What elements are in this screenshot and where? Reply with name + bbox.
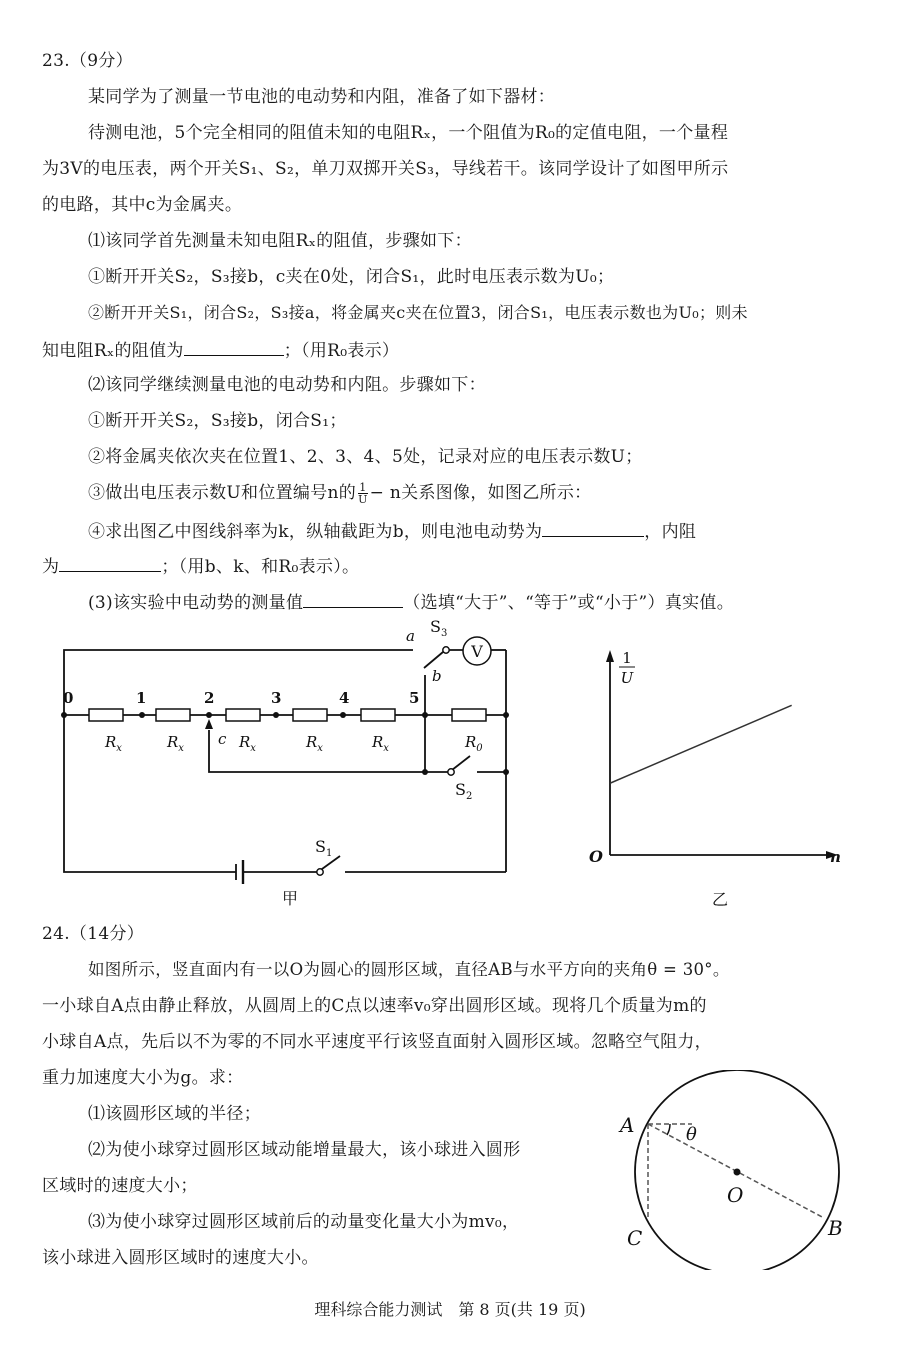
q23-part1-step2: ②断开开关S₁，闭合S₂，S₃接a，将金属夹c夹在位置3，闭合S₁，电压表示数也为U₀；则未 [88,303,748,322]
q24-para-2: 一小球自A点由静止释放，从圆周上的C点以速率v₀穿出圆形区域。现将几个质量为m的 [42,996,707,1016]
node-label-2: 2 [204,689,215,707]
center-point [734,1169,741,1176]
switch-s1-pivot [317,869,323,875]
label-c: C [627,1226,643,1250]
q24-question-2: ⑵为使小球穿过圆形区域动能增量最大，该小球进入圆形 [88,1140,521,1160]
q23-header: 23.（9分） [42,51,133,71]
q23-part1-step2-cont-pre: 知电阻Rₓ的阻值为 [42,341,184,361]
q24-question-3: ⑶为使小球穿过圆形区域前后的动量变化量大小为mv₀， [88,1212,520,1232]
y-axis-label-numerator: 1 [622,649,632,667]
figure-caption-yi: 乙 [711,890,729,909]
node-label-5: 5 [409,689,420,707]
q23-part3-post: （选填“大于”、“等于”或“小于”）真实值。 [403,593,735,613]
q24-question-1: ⑴该圆形区域的半径； [88,1104,261,1124]
q23-part2-step1: ①断开开关S₂，S₃接b，闭合S₁； [88,411,347,431]
resistor-rx-1 [89,709,123,721]
y-axis-label-denominator: U [620,669,634,687]
q23-part1-step2-cont-post: ；（用R₀表示） [283,341,400,361]
node-right [503,712,509,718]
node-0 [61,712,67,718]
switch-label-s1: $S_1$ [315,837,333,859]
q23-part2-step4-pre: ④求出图乙中图线斜率为k，纵轴截距为b，则电池电动势为 [88,522,543,542]
q23-part2-step4-mid: ，内阻 [644,522,697,542]
q23-intro: 某同学为了测量一节电池的电动势和内阻，准备了如下器材： [88,87,556,107]
node-1 [139,712,145,718]
node-4 [340,712,346,718]
terminal-label-a: a [406,627,415,645]
node-label-1: 1 [136,689,147,707]
node-5 [422,712,428,718]
q23-part2-step2: ②将金属夹依次夹在位置1、2、3、4、5处，记录对应的电压表示数U； [88,447,643,467]
resistor-rx-3 [226,709,260,721]
q24-para-4: 重力加速度大小为g。求： [42,1068,244,1088]
switch-label-s2: $S_2$ [455,780,473,802]
node-2 [206,712,212,718]
resistor-label-rx-5: $R_x$ [372,733,389,754]
q24-question-3-cont: 该小球进入圆形区域时的速度大小。 [42,1248,319,1268]
resistor-label-rx-1: $R_x$ [105,733,122,754]
q23-part2-step3-pre: ③做出电压表示数U和位置编号n的 [88,483,357,503]
node-label-0: 0 [63,689,74,707]
data-line-1-over-u-vs-n [610,705,792,783]
voltmeter-label: V [471,642,483,661]
clip-label-c: c [218,730,227,748]
label-a: A [620,1113,635,1137]
terminal-label-b: b [432,667,442,685]
clip-arrow-icon [205,719,213,729]
node-lower-left [422,769,428,775]
switch-s3-blade [424,652,443,668]
fraction-numerator: 1 [359,481,367,494]
q23-materials-2: 为3V的电压表，两个开关S₁、S₂，单刀双掷开关S₃，导线若干。该同学设计了如图甲所示 [42,159,729,179]
label-theta: θ [686,1124,697,1145]
x-axis-label: n [830,848,841,866]
resistor-rx-5 [361,709,395,721]
switch-s2-pivot [448,769,454,775]
resistor-r0 [452,709,486,721]
circuit-diagram-jia [0,0,560,920]
resistor-rx-4 [293,709,327,721]
q24-para-1: 如图所示，竖直面内有一以O为圆心的圆形区域，直径AB与水平方向的夹角θ = 30°。 [88,960,730,979]
origin-label: O [589,847,603,866]
q23-part2-title: ⑵该同学继续测量电池的电动势和内阻。步骤如下： [88,375,486,395]
circle-diagram [610,1070,870,1270]
resistor-label-rx-2: $R_x$ [167,733,184,754]
q23-part1-title: ⑴该同学首先测量未知电阻Rₓ的阻值，步骤如下： [88,231,472,251]
q23-part3-pre: (3)该实验中电动势的测量值 [88,593,304,613]
page-footer: 理科综合能力测试 第 8 页(共 19 页) [314,1300,586,1319]
graph-yi [560,620,880,920]
q23-materials-3: 的电路，其中c为金属夹。 [42,195,243,215]
q23-part2-step3-post: − n关系图像，如图乙所示： [369,483,592,503]
resistor-label-rx-3: $R_x$ [239,733,256,754]
node-label-3: 3 [271,689,282,707]
switch-s3-pivot [443,647,449,653]
q23-part2-step4-cont-pre: 为 [42,557,60,577]
q24-question-2-cont: 区域时的速度大小； [42,1176,198,1196]
label-b: B [828,1216,843,1240]
y-axis-arrow-icon [606,650,614,662]
q24-header: 24.（14分） [42,924,145,944]
node-label-4: 4 [339,689,350,707]
wire-top-left [64,650,413,872]
node-lower-right [503,769,509,775]
figure-caption-jia: 甲 [282,889,299,908]
q23-materials-1: 待测电池，5个完全相同的阻值未知的电阻Rₓ，一个阻值为R₀的定值电阻，一个量程 [88,123,729,143]
resistor-label-rx-4: $R_x$ [306,733,323,754]
q23-part2-step4-cont-post: ；（用b、k、和R₀表示）。 [161,557,360,577]
switch-s2-blade [452,756,470,770]
resistor-label-r0: $R_0$ [465,733,483,754]
switch-label-s3: $S_3$ [430,617,448,639]
node-3 [273,712,279,718]
q23-part1-step1: ①断开开关S₂，S₃接b，c夹在0处，闭合S₁，此时电压表示数为U₀； [88,267,615,287]
fraction-denominator: U [358,493,368,506]
q24-para-3: 小球自A点，先后以不为零的不同水平速度平行该竖直面射入圆形区域。忽略空气阻力， [42,1032,712,1052]
resistor-rx-2 [156,709,190,721]
label-o: O [727,1183,744,1207]
angle-arc [667,1124,670,1135]
